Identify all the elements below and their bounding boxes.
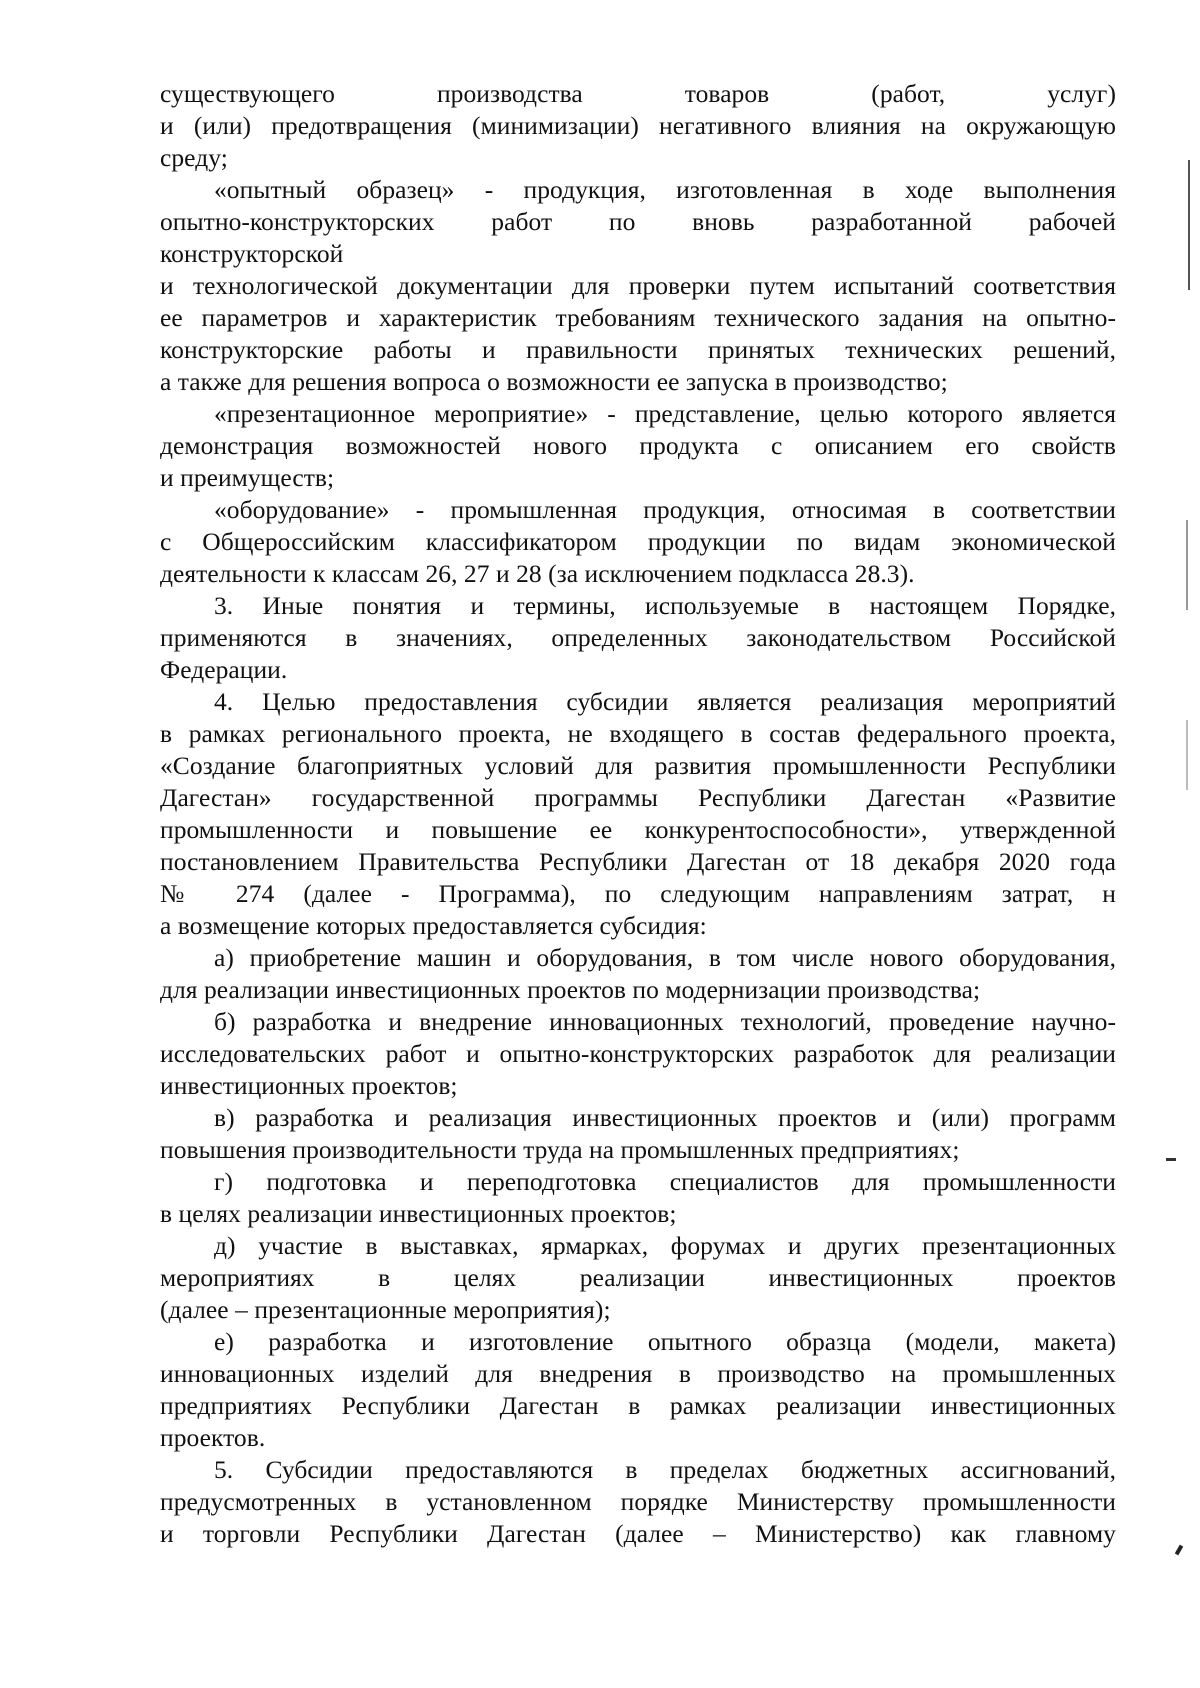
text-line: конструкторской [160, 239, 344, 268]
text-line: инновационных изделий для внедрения в производство на промышленных [160, 1359, 1116, 1388]
text-line: д) участие в выставках, ярмарках, форумах и других презентационных [214, 1231, 1116, 1260]
text-line: постановлением Правительства Республики Дагестан от 18 декабря 2020 года [160, 847, 1116, 876]
paragraph-subitem-g [160, 1166, 1116, 1230]
text-line: «Создание благоприятных условий для развития промышленности Республики [160, 751, 1116, 780]
text-line: исследовательских работ и опытно-конструкторских разработок для реализации [160, 1039, 1116, 1068]
scan-artifact-mark [1188, 160, 1190, 290]
paragraph-subitem-v [160, 1102, 1116, 1166]
paragraph-definition-presentation [160, 398, 1116, 494]
text-line: с Общероссийским классификатором продукции по видам экономической [160, 527, 1116, 556]
text-line: (далее – презентационные мероприятия); [160, 1295, 611, 1324]
paragraph-definition-prototype [160, 174, 1116, 398]
paragraph-subitem-e [160, 1326, 1116, 1454]
text-line: существующего производства товаров (работ, услуг) [160, 79, 1116, 108]
text-line: 5. Субсидии предоставляются в пределах бюджетных ассигнований, [214, 1455, 1116, 1484]
text-line: для реализации инвестиционных проектов по модернизации производства; [160, 975, 981, 1004]
text-line: и технологической документации для проверки путем испытаний соответствия [160, 271, 1116, 300]
document-body [160, 78, 1116, 1550]
text-line: предусмотренных в установленном порядке Министерству промышленности [160, 1487, 1116, 1516]
text-line: среду; [160, 143, 228, 172]
text-line: предприятиях Республики Дагестан в рамках реализации инвестиционных [160, 1391, 1116, 1420]
text-line: инвестиционных проектов; [160, 1071, 458, 1100]
text-line: № 274 (далее - Программа), по следующим направлениям затрат, н [160, 879, 1116, 908]
text-line: демонстрация возможностей нового продукта с описанием его свойств [160, 431, 1116, 460]
text-line: опытно-конструкторских работ по вновь разработанной рабочей [160, 207, 1116, 236]
text-line: в целях реализации инвестиционных проектов; [160, 1199, 677, 1228]
text-line: Дагестан» государственной программы Республики Дагестан «Развитие [160, 783, 1116, 812]
text-line: и торговли Республики Дагестан (далее – Министерство) как главному [160, 1519, 1116, 1548]
paragraph-subitem-a [160, 942, 1116, 1006]
scan-artifact-mark [1166, 1158, 1176, 1161]
paragraph-continuation [160, 78, 1116, 174]
text-line: деятельности к классам 26, 27 и 28 (за исключением подкласса 28.3). [160, 559, 915, 588]
text-line: «опытный образец» - продукция, изготовленная в ходе выполнения [214, 175, 1116, 204]
text-line: б) разработка и внедрение инновационных технологий, проведение научно- [214, 1007, 1116, 1036]
paragraph-definition-equipment [160, 494, 1116, 590]
text-line: г) подготовка и переподготовка специалистов для промышленности [214, 1167, 1116, 1196]
text-line: проектов. [160, 1423, 266, 1452]
text-line: применяются в значениях, определенных законодательством Российской [160, 623, 1116, 652]
scan-artifact-mark [1186, 720, 1188, 790]
text-line: ее параметров и характеристик требованиям технического задания на опытно- [160, 303, 1116, 332]
text-line: а) приобретение машин и оборудования, в том числе нового оборудования, [214, 943, 1116, 972]
text-line: е) разработка и изготовление опытного образца (модели, макета) [214, 1327, 1116, 1356]
text-line: в) разработка и реализация инвестиционных проектов и (или) программ [214, 1103, 1116, 1132]
paragraph-item-3 [160, 590, 1116, 686]
text-line: и (или) предотвращения (минимизации) негативного влияния на окружающую [160, 111, 1116, 140]
text-line: 4. Целью предоставления субсидии является реализация мероприятий [214, 687, 1116, 716]
text-line: Федерации. [160, 655, 288, 684]
paragraph-subitem-d [160, 1230, 1116, 1326]
paragraph-subitem-b [160, 1006, 1116, 1102]
text-line: «презентационное мероприятие» - представление, целью которого является [214, 399, 1116, 428]
scan-artifact-mark [1175, 1545, 1183, 1556]
text-line: мероприятиях в целях реализации инвестиционных проектов [160, 1263, 1116, 1292]
paragraph-item-4 [160, 686, 1116, 942]
text-line: а возмещение которых предоставляется субсидия: [160, 911, 707, 940]
paragraph-item-5 [160, 1454, 1116, 1550]
scan-artifact-mark [1186, 520, 1188, 610]
text-line: промышленности и повышение ее конкурентоспособности», утвержденной [160, 815, 1116, 844]
text-line: а также для решения вопроса о возможности ее запуска в производство; [160, 367, 948, 396]
text-line: и преимуществ; [160, 463, 335, 492]
text-line: повышения производительности труда на промышленных предприятиях; [160, 1135, 960, 1164]
text-line: «оборудование» - промышленная продукция, относимая в соответствии [214, 495, 1116, 524]
text-line: 3. Иные понятия и термины, используемые в настоящем Порядке, [214, 591, 1116, 620]
text-line: конструкторские работы и правильности принятых технических решений, [160, 335, 1116, 364]
text-line: в рамках регионального проекта, не входящего в состав федерального проекта, [160, 719, 1116, 748]
